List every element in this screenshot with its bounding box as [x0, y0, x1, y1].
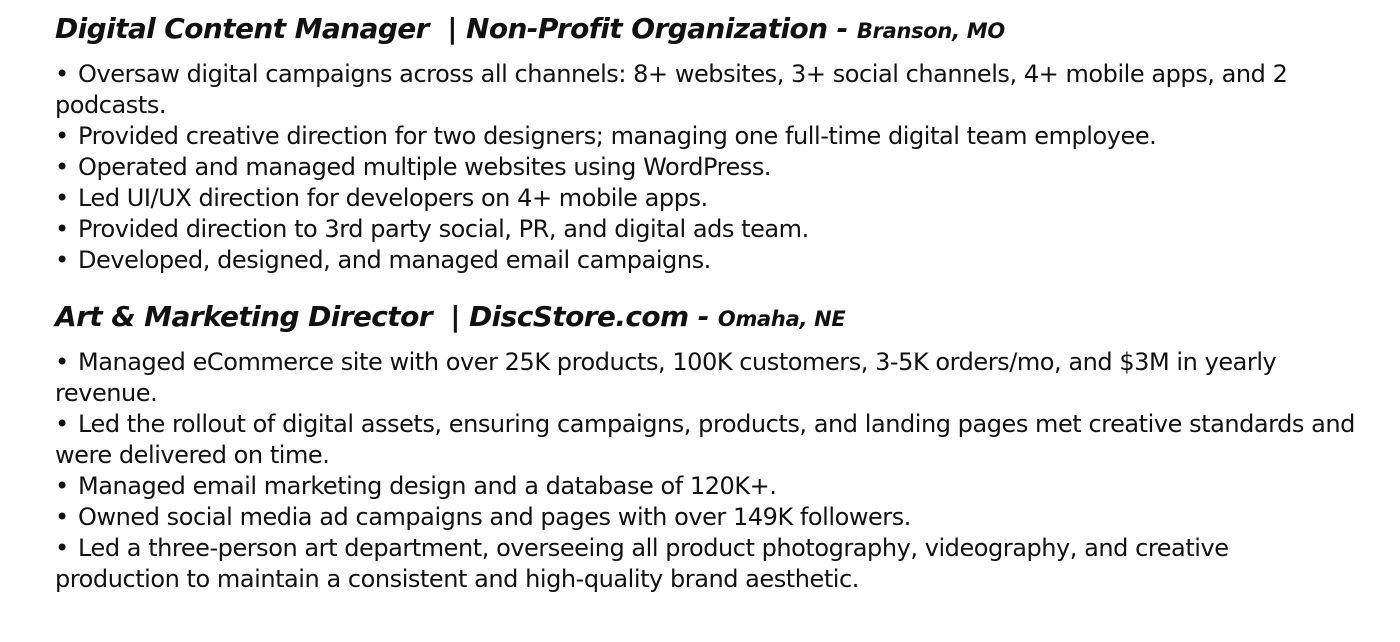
bullet-text: Provided creative direction for two designers; managing one full-time digital team employee.: [78, 122, 1157, 150]
job-company: Non-Profit Organization: [466, 12, 828, 45]
bullet-item: [55, 533, 1360, 595]
job-entry-art-marketing-director: [55, 298, 1360, 595]
bullet-icon: •: [55, 472, 69, 500]
bullet-icon: •: [55, 60, 69, 88]
bullet-text: Operated and managed multiple websites using WordPress.: [78, 153, 772, 181]
bullet-item: [55, 471, 1360, 502]
job-location: Branson, MO: [856, 19, 1005, 43]
job-bullet-list: [55, 347, 1360, 595]
bullet-icon: •: [55, 503, 69, 531]
job-location: Omaha, NE: [717, 307, 846, 331]
bullet-item: [55, 183, 1360, 214]
bullet-item: [55, 245, 1360, 276]
job-role: Art & Marketing Director: [55, 300, 432, 333]
job-role: Digital Content Manager: [55, 12, 429, 45]
bullet-icon: •: [55, 348, 69, 376]
bullet-item: [55, 121, 1360, 152]
bullet-text: Provided direction to 3rd party social, PR, and digital ads team.: [78, 215, 809, 243]
job-separator: |: [447, 12, 457, 45]
bullet-icon: •: [55, 215, 69, 243]
job-bullet-list: [55, 59, 1360, 276]
bullet-icon: •: [55, 184, 69, 212]
bullet-text: Managed email marketing design and a database of 120K+.: [78, 472, 777, 500]
bullet-icon: •: [55, 122, 69, 150]
job-company: DiscStore.com: [469, 300, 689, 333]
job-separator: |: [450, 300, 460, 333]
bullet-icon: •: [55, 410, 69, 438]
bullet-text: Led UI/UX direction for developers on 4+ mobile apps.: [78, 184, 708, 212]
job-dash: -: [836, 12, 848, 45]
bullet-icon: •: [55, 534, 69, 562]
bullet-text: Developed, designed, and managed email campaigns.: [78, 246, 711, 274]
bullet-item: [55, 59, 1360, 121]
job-entry-digital-content-manager: [55, 10, 1360, 276]
bullet-icon: •: [55, 153, 69, 181]
bullet-item: [55, 347, 1360, 409]
bullet-text: Led a three-person art department, overseeing all product photography, videography, and creative production to maintain a consistent and high-quality brand aesthetic.: [55, 534, 1229, 593]
bullet-text: Oversaw digital campaigns across all channels: 8+ websites, 3+ social channels, 4+ mobile apps, and 2 podcasts.: [55, 60, 1288, 119]
job-header: [55, 10, 1360, 50]
bullet-icon: •: [55, 246, 69, 274]
bullet-item: [55, 409, 1360, 471]
job-header: [55, 298, 1360, 338]
bullet-item: [55, 502, 1360, 533]
bullet-text: Led the rollout of digital assets, ensuring campaigns, products, and landing pages met creative standards and were delivered on time.: [55, 410, 1355, 469]
bullet-item: [55, 214, 1360, 245]
bullet-text: Owned social media ad campaigns and pages with over 149K followers.: [78, 503, 911, 531]
bullet-item: [55, 152, 1360, 183]
bullet-text: Managed eCommerce site with over 25K products, 100K customers, 3-5K orders/mo, and $3M in yearly revenue.: [55, 348, 1277, 407]
job-dash: -: [697, 300, 709, 333]
